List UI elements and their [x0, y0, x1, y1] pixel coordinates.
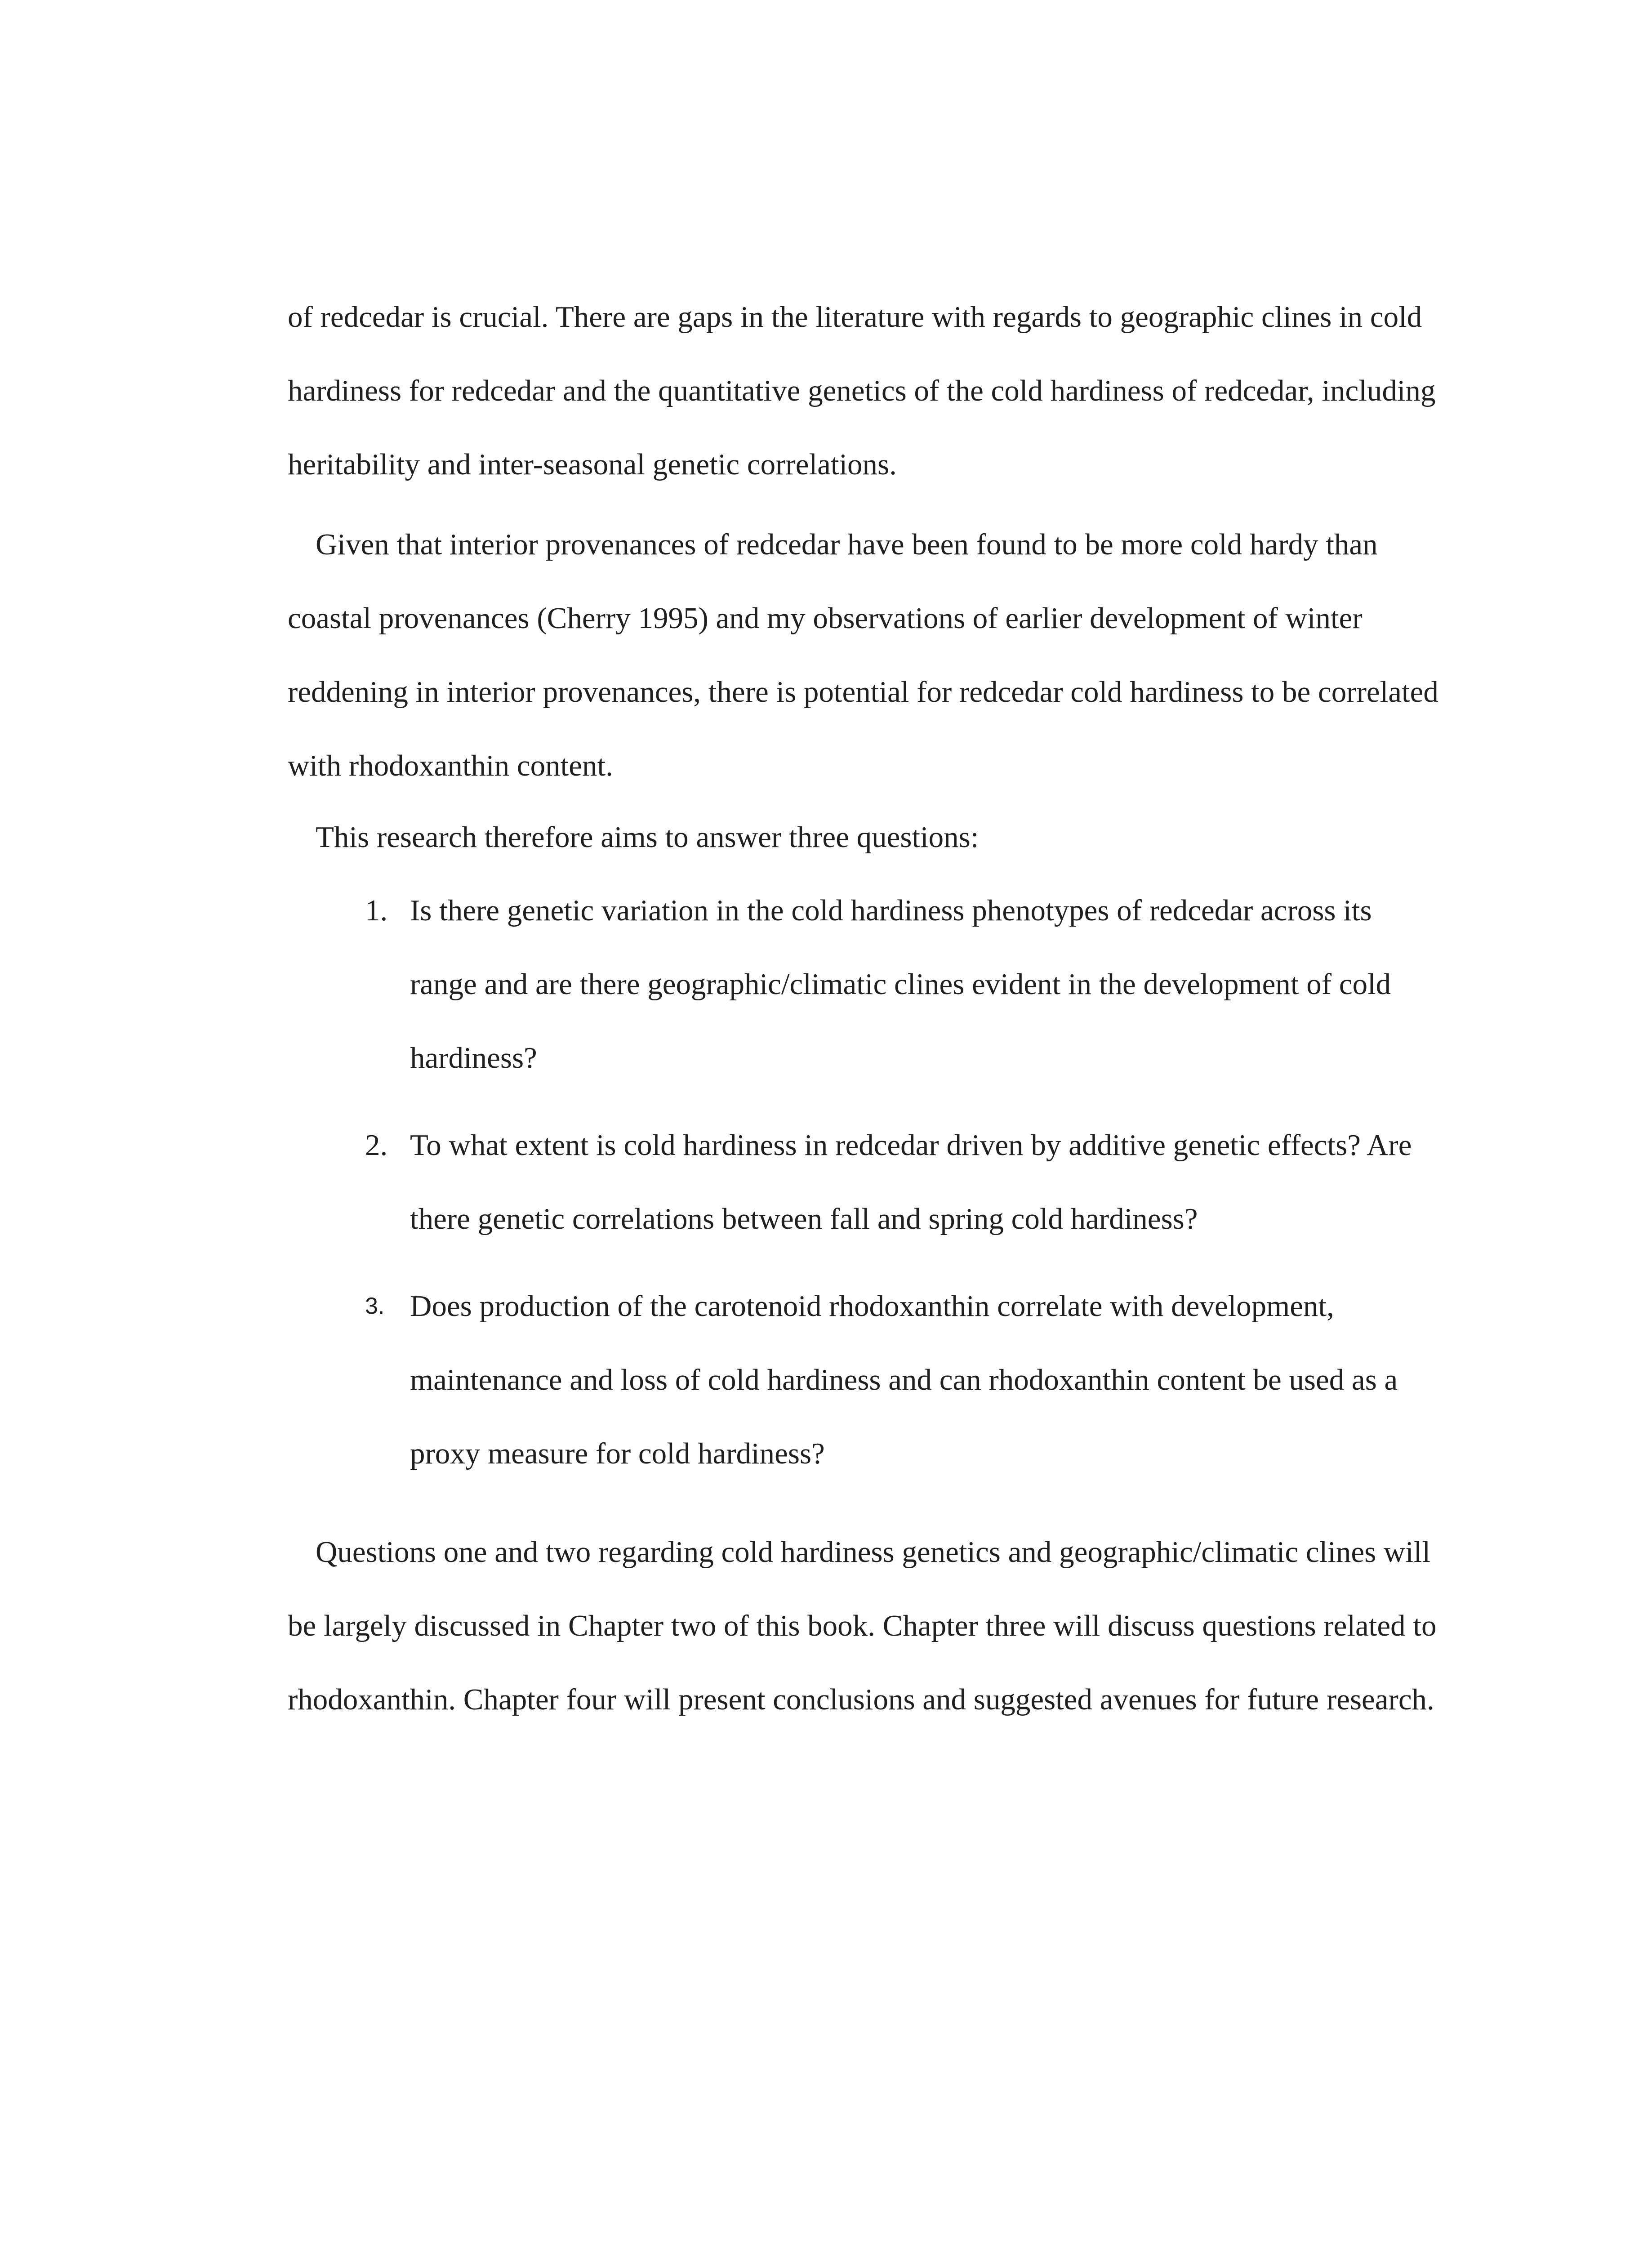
body-paragraph: of redcedar is crucial. There are gaps in the literature with regards to geographic clines in cold hardiness for redcedar and the quantitative genetics of the cold hardiness of redcedar, including heritability and inter-seasonal genetic correlations. — [288, 300, 1436, 481]
body-paragraph: Given that interior provenances of redcedar have been found to be more cold hardy than coastal provenances (Cherry 1995) and my observations of earlier development of winter reddening in interior provenances, there is potential for redcedar cold hardiness to be correlated with rhodoxanthin content. — [288, 528, 1438, 782]
question-text: Does production of the carotenoid rhodoxanthin correlate with development, maintenance and loss of cold hardiness and can rhodoxanthin content be used as a proxy measure for cold hardiness? — [410, 1289, 1398, 1470]
question-number: 1. — [365, 894, 388, 927]
body-paragraph: Questions one and two regarding cold hardiness genetics and geographic/climatic clines will be largely discussed in Chapter two of this book. Chapter three will discuss questions related to rhodoxanthin. Chapter four will present conclusions and suggested avenues for future research. — [288, 1535, 1437, 1716]
questions-intro: This research therefore aims to answer three questions: — [316, 821, 979, 854]
question-item — [365, 1269, 1439, 1490]
question-number: 2. — [365, 1128, 388, 1162]
question-number: 3. — [365, 1293, 385, 1319]
question-item — [365, 874, 1439, 1095]
question-item — [365, 1108, 1439, 1256]
question-text: To what extent is cold hardiness in redcedar driven by additive genetic effects? Are there genetic correlations between fall and spring cold hardiness? — [410, 1128, 1412, 1236]
question-text: Is there genetic variation in the cold hardiness phenotypes of redcedar across its range and are there geographic/climatic clines evident in the development of cold hardiness? — [410, 894, 1391, 1075]
